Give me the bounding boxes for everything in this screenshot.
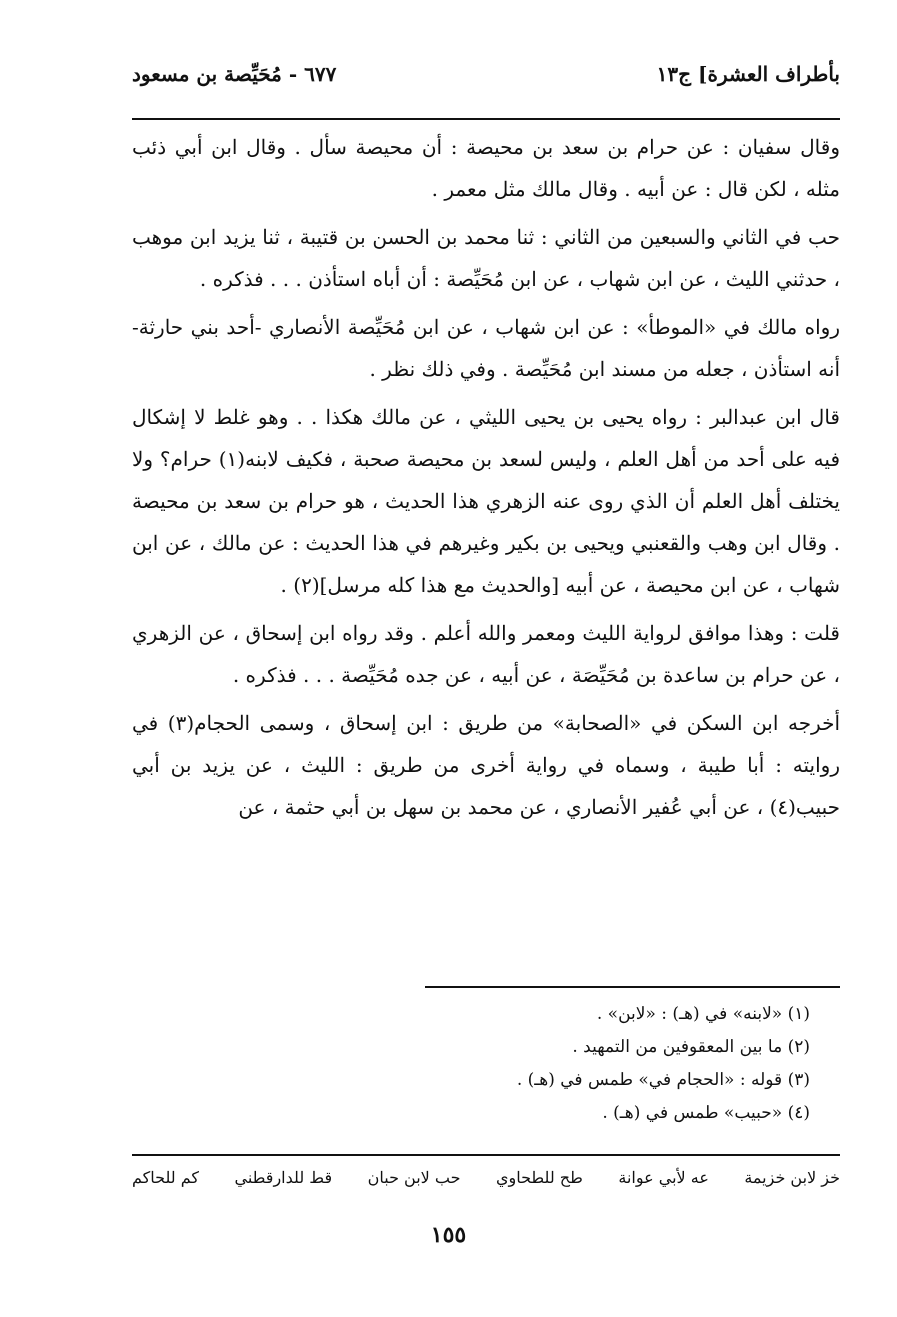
abbreviation-legend — [132, 1168, 840, 1187]
legend-item: حب لابن حبان — [367, 1168, 461, 1187]
paragraph: أخرجه ابن السكن في «الصحابة» من طريق : ابن إسحاق ، وسمى الحجام(٣) في روايته : أبا طيبة ، وسماه في رواية أخرى من طريق : الليث ، عن يزيد بن أبي حبيب(٤) ، عن أبي عُفير الأنصاري ، عن محمد بن سهل بن أبي حثمة ، عن — [132, 711, 841, 819]
main-text — [132, 126, 840, 834]
footnote-divider — [425, 986, 840, 988]
legend-item: عه لأبي عوانة — [618, 1168, 709, 1187]
footnote: (٤) «حبيب» طمس في (هـ) . — [602, 1103, 810, 1123]
running-header — [132, 62, 840, 86]
paragraph: حب في الثاني والسبعين من الثاني : ثنا محمد بن الحسن بن قتيبة ، ثنا يزيد ابن موهب ، حدثني الليث ، عن ابن شهاب ، عن ابن مُحَيِّصة : أن أباه استأذن . . . فذكره . — [132, 225, 840, 291]
paragraph: رواه مالك في «الموطأ» : عن ابن شهاب ، عن ابن مُحَيِّصة الأنصاري -أحد بني حارثة- أنه استأذن ، جعله من مسند ابن مُحَيِّصة . وفي ذلك نظر . — [132, 315, 840, 381]
footnote: (٢) ما بين المعقوفين من التمهيد . — [572, 1037, 810, 1057]
footnote: (١) «لابنه» في (هـ) : «لابن» . — [596, 1004, 810, 1024]
paragraph: قلت : وهذا موافق لرواية الليث ومعمر والله أعلم . وقد رواه ابن إسحاق ، عن الزهري ، عن حرام بن ساعدة بن مُحَيِّصَة ، عن أبيه ، عن جده مُحَيِّصة . . . فذكره . — [132, 621, 840, 687]
legend-divider — [132, 1154, 840, 1156]
page-number: ١٥٥ — [430, 1222, 467, 1248]
legend-item: طح للطحاوي — [495, 1168, 583, 1187]
legend-item: قط للدارقطني — [234, 1168, 333, 1187]
paragraph: قال ابن عبدالبر : رواه يحيى بن يحيى الليثي ، عن مالك هكذا . . وهو غلط لا إشكال فيه على أحد من أهل العلم ، وليس لسعد بن محيصة صحبة ، فكيف لابنه(١) حرام؟ ولا يختلف أهل العلم أن الذي روى عنه الزهري هذا الحديث ، هو حرام بن سعد بن محيصة . وقال ابن وهب والقعنبي ويحيى بن بكير وغيرهم في هذا الحديث : عن مالك ، عن ابن شهاب ، عن ابن محيصة ، عن أبيه [والحديث مع هذا كله مرسل](٢) . — [132, 405, 840, 597]
footnote: (٣) قوله : «الحجام في» طمس في (هـ) . — [516, 1070, 810, 1090]
footnotes — [132, 998, 810, 1130]
header-divider — [132, 118, 840, 120]
header-entry-title: ٦٧٧ - مُحَيِّصة بن مسعود — [132, 62, 337, 86]
header-book-title: بأطراف العشرة] ج١٣ — [656, 62, 840, 86]
paragraph: وقال سفيان : عن حرام بن سعد بن محيصة : أن محيصة سأل . وقال ابن أبي ذئب مثله ، لكن قال : عن أبيه . وقال مالك مثل معمر . — [132, 135, 840, 201]
legend-item: كم للحاكم — [132, 1168, 200, 1187]
legend-item: خز لابن خزيمة — [744, 1168, 840, 1187]
